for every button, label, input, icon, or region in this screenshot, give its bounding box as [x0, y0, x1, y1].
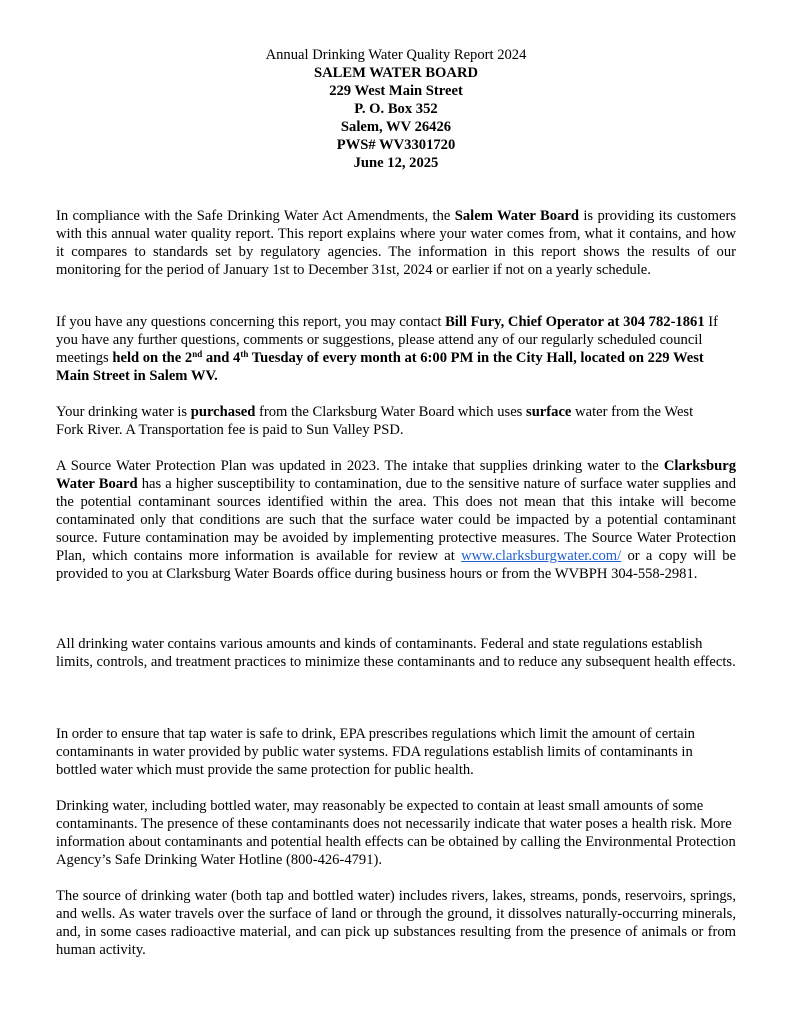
source-text-1: Your drinking water is: [56, 404, 191, 420]
source-text-2: from the Clarksburg Water Board which uses: [255, 404, 527, 420]
protection-text-2: has a higher susceptibility to contamination, due to the sensitive nature of surface water supplies and the potential contaminant sources identified within the area. This does not mean that this intake will become contaminated only that conditions are such that the surface water could be impacted by a potential contaminant source. Future contamination may be avoided by implementing protective measures. The Source Water Protection Plan, which contains more information is available for review at: [56, 476, 736, 564]
source-text-3: water from the West Fork River. A Transportation fee is paid to Sun Valley PSD.: [56, 404, 694, 438]
protection-plan-paragraph: [56, 457, 736, 583]
epa-paragraph: In order to ensure that tap water is safe to drink, EPA prescribes regulations which limit the amount of certain contaminants in water provided by public water systems. FDA regulations establish limits of contaminants in bottled water which must provide the same protection for public health.: [56, 726, 695, 778]
contact-text-1: If you have any questions concerning this report, you may contact: [56, 314, 446, 330]
city-state-zip: Salem, WV 26426: [340, 119, 452, 135]
intro-text-2: is providing its customers with this annual water quality report. This report explains where your water comes from, what it contains, and how it compares to standards set by regulatory agencies. The information in this report shows the results of our monitoring for the period of January 1st to December 31st, 2024 or earlier if not on a yearly schedule.: [56, 208, 737, 278]
report-date: June 12, 2025: [353, 155, 439, 171]
intro-paragraph: [56, 207, 736, 279]
meeting-info-3: Tuesday of every month at 6:00 PM in the City Hall, located on 229 West Main Street in Salem WV.: [56, 350, 704, 384]
source-bold-surface: surface: [526, 404, 572, 420]
contact-paragraph: [56, 313, 736, 385]
pws-id: PWS# WV3301720: [336, 137, 456, 153]
protection-text-3: or a copy will be provided to you at Clarksburg Water Boards office during business hours or from the WVBPH 304-558-2981.: [56, 548, 736, 582]
street-address: 229 West Main Street: [329, 83, 463, 99]
protection-text-1: A Source Water Protection Plan was updated in 2023. The intake that supplies drinking water to the: [56, 458, 664, 474]
clarksburg-water-link[interactable]: www.clarksburgwater.com/: [461, 548, 622, 564]
source-bold-purchased: purchased: [190, 404, 256, 420]
meeting-info-1: held on the 2: [112, 350, 193, 366]
contact-operator: Bill Fury, Chief Operator at 304 782-1861: [445, 314, 705, 330]
meeting-sup-th: th: [240, 349, 249, 360]
water-sources-paragraph: The source of drinking water (both tap and bottled water) includes rivers, lakes, streams, ponds, reservoirs, springs, and wells. As water travels over the surface of land or through the ground, it dissolves naturally-occurring minerals, and, in some cases radioactive material, and can pick up substances resulting from the presence of animals or from human activity.: [56, 888, 736, 958]
contact-text-2: If you have any further questions, comments or suggestions, please attend any of our regularly scheduled council meetings: [56, 314, 718, 366]
meeting-sup-nd: nd: [192, 349, 203, 360]
intro-text-1: In compliance with the Safe Drinking Water Act Amendments, the: [56, 208, 455, 224]
protection-bold-clarksburg: Clarksburg Water Board: [56, 458, 736, 492]
source-paragraph: [56, 403, 696, 439]
contaminants-paragraph: All drinking water contains various amounts and kinds of contaminants. Federal and state regulations establish limits, controls, and treatment practices to minimize these contaminants and to reduce any subsequent health effects.: [56, 636, 736, 670]
po-box: P. O. Box 352: [354, 101, 438, 117]
bottled-water-paragraph: Drinking water, including bottled water, may reasonably be expected to contain at least small amounts of some contaminants. The presence of these contaminants does not necessarily indicate that water poses a health risk. More information about contaminants and potential health effects can be obtained by calling the Environmental Protection Agency’s Safe Drinking Water Hotline (800-426-4791).: [56, 798, 736, 868]
report-header: [56, 46, 736, 172]
report-title: Annual Drinking Water Quality Report 2024: [265, 47, 527, 63]
meeting-info-2: and 4: [202, 350, 241, 366]
organization-name: SALEM WATER BOARD: [313, 65, 479, 81]
intro-bold-org: Salem Water Board: [454, 208, 579, 224]
